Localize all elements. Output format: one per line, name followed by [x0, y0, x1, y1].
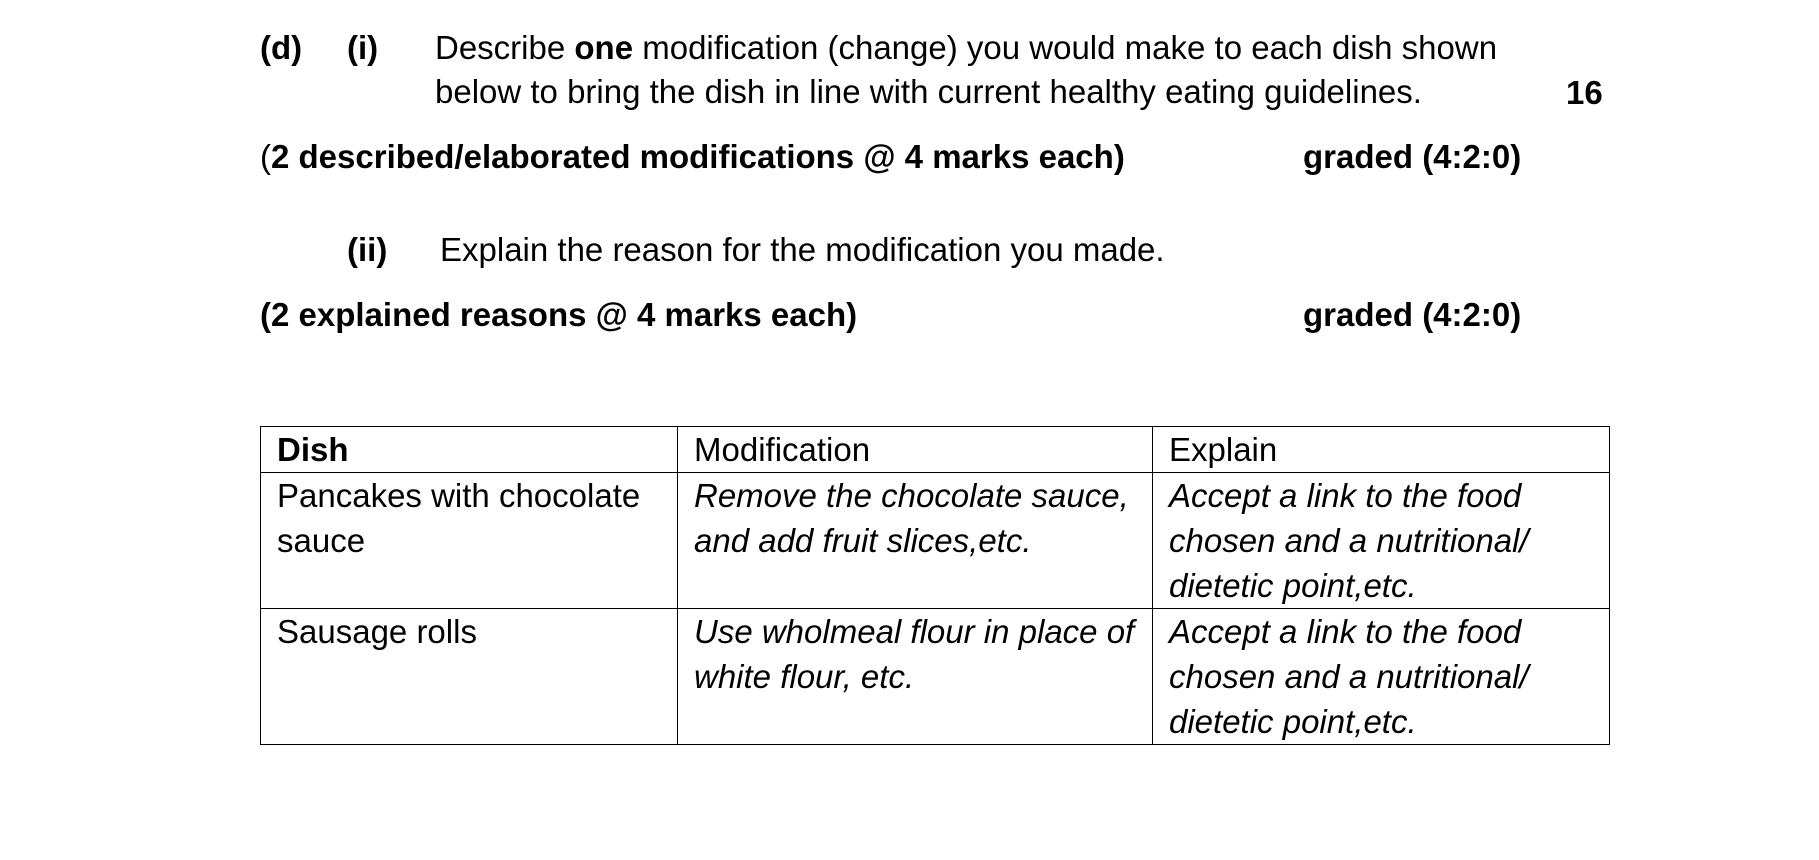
header-modification: Modification [678, 427, 1153, 473]
part-i-marking-open-paren: ( [260, 138, 271, 175]
part-i-text-post: modification (change) you would make to each dish shown below to bring the dish in line with current healthy eating guidelines. [435, 29, 1498, 110]
part-ii-grading: graded (4:2:0) [1303, 296, 1522, 333]
cell-dish: Pancakes with chocolate sauce [261, 473, 678, 609]
part-ii-question-text: Explain the reason for the modification you made. [440, 231, 1165, 268]
header-explain: Explain [1153, 427, 1610, 473]
table-row [261, 473, 1610, 609]
cell-modification: Remove the chocolate sauce, and add fruit slices,etc. [678, 473, 1153, 609]
part-i-grading: graded (4:2:0) [1303, 138, 1522, 175]
cell-dish: Sausage rolls [261, 609, 678, 745]
table-header-row [261, 427, 1610, 473]
cell-explain: Accept a link to the food chosen and a nutritional/ dietetic point,etc. [1153, 609, 1610, 745]
part-i-question-text [435, 26, 1555, 114]
cell-modification: Use wholmeal flour in place of white flour, etc. [678, 609, 1153, 745]
part-ii-label: (ii) [347, 231, 388, 268]
question-marks: 16 [1566, 74, 1603, 111]
part-i-label: (i) [347, 29, 379, 66]
part-i-marking-scheme [260, 135, 1125, 179]
cell-explain: Accept a link to the food chosen and a nutritional/ dietetic point,etc. [1153, 473, 1610, 609]
part-i-text-pre: Describe [435, 29, 575, 66]
part-i-text-emphasis: one [574, 29, 634, 66]
part-i-marking-text: 2 described/elaborated modifications @ 4 marks each) [271, 138, 1125, 175]
question-letter: (d) [260, 29, 303, 66]
answer-table [260, 426, 1610, 745]
header-dish: Dish [261, 427, 678, 473]
part-ii-marking-scheme: (2 explained reasons @ 4 marks each) [260, 296, 858, 333]
table-row [261, 609, 1610, 745]
